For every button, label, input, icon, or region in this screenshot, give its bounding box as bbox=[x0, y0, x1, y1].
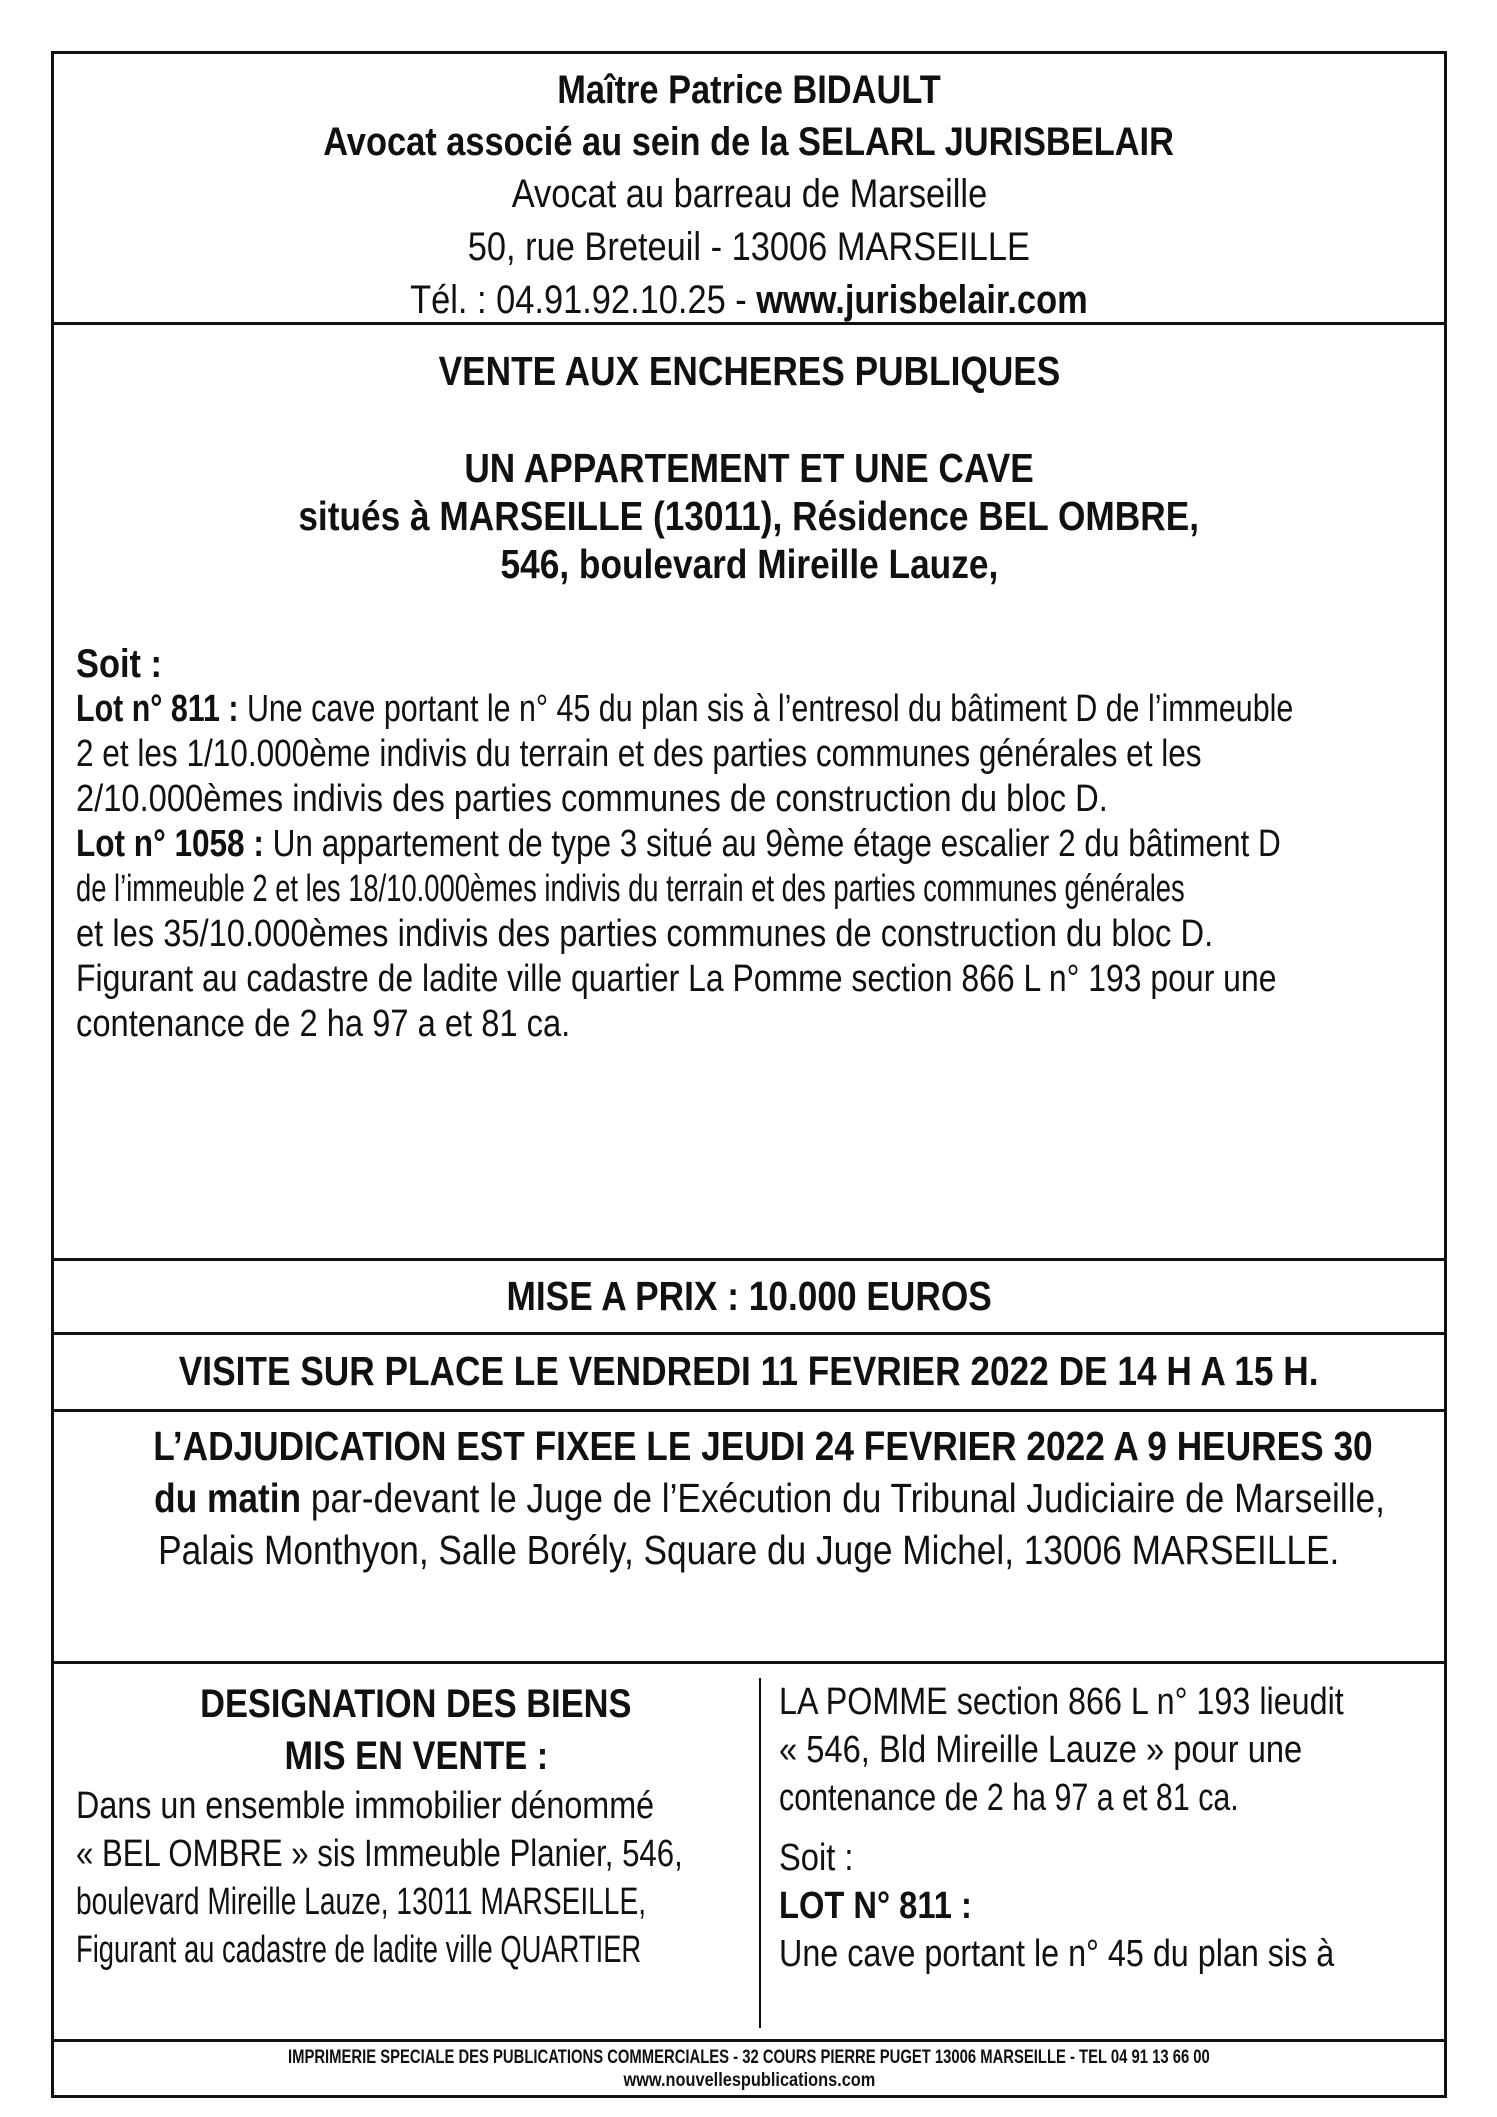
cadastre-line-1: Figurant au cadastre de ladite ville quartier La Pomme section 866 L n° 193 pour une bbox=[76, 958, 1277, 1000]
lot-1058-line-1: Lot n° 1058 : Un appartement de type 3 situé au 9ème étage escalier 2 du bâtiment D bbox=[76, 823, 1281, 865]
adjudication-line-2: du matin par-devant le Juge de l’Exécution du Tribunal Judiciaire de Marseille, bbox=[154, 1475, 1385, 1521]
lot-1058-line-3: et les 35/10.000èmes indivis des parties communes de construction du bloc D. bbox=[76, 913, 1214, 955]
lawyer-firm: Avocat associé au sein de la SELARL JURISBELAIR bbox=[323, 120, 1175, 164]
lawyer-bar: Avocat au barreau de Marseille bbox=[511, 172, 987, 216]
object-line-3: 546, boulevard Mireille Lauze, bbox=[500, 541, 998, 587]
right-line-1: LA POMME section 866 L n° 193 lieudit bbox=[779, 1681, 1344, 1723]
price-text: MISE A PRIX : 10.000 EUROS bbox=[506, 1273, 992, 1319]
printer-footer bbox=[54, 2042, 1444, 2097]
lawyer-contact bbox=[410, 274, 1088, 327]
right-soit: Soit : bbox=[779, 1837, 854, 1879]
lawyer-header bbox=[54, 54, 1444, 322]
visit-info bbox=[54, 1335, 1444, 1409]
left-line-1: Dans un ensemble immobilier dénommé bbox=[76, 1785, 655, 1827]
left-line-4: Figurant au cadastre de ladite ville QUARTIER bbox=[76, 1929, 642, 1971]
lawyer-phone: Tél. : 04.91.92.10.25 - bbox=[410, 278, 747, 322]
lot-811-line-2: 2 et les 1/10.000ème indivis du terrain et des parties communes générales et les bbox=[76, 733, 1202, 775]
designation-title-1: DESIGNATION DES BIENS bbox=[200, 1682, 632, 1726]
object-line-1: UN APPARTEMENT ET UNE CAVE bbox=[464, 445, 1034, 491]
designation-title-2: MIS EN VENTE : bbox=[284, 1734, 548, 1778]
lots-paragraph bbox=[76, 642, 1422, 1047]
sale-title: VENTE AUX ENCHERES PUBLIQUES bbox=[438, 348, 1060, 394]
designation-right-column bbox=[779, 1664, 1429, 1978]
right-lot-label: LOT N° 811 : bbox=[779, 1885, 972, 1927]
lawyer-website-link[interactable]: www.jurisbelair.com bbox=[756, 278, 1088, 322]
lot-811-label: Lot n° 811 : bbox=[76, 688, 239, 730]
column-divider bbox=[759, 1678, 761, 2028]
cadastre-line-2: contenance de 2 ha 97 a et 81 ca. bbox=[76, 1003, 571, 1045]
object-line-2: situés à MARSEILLE (13011), Résidence BEL OMBRE, bbox=[298, 493, 1200, 539]
soit-label: Soit : bbox=[76, 642, 162, 686]
adjudication-line-3: Palais Monthyon, Salle Borély, Square du Juge Michel, 13006 MARSEILLE. bbox=[158, 1527, 1340, 1573]
left-line-2: « BEL OMBRE » sis Immeuble Planier, 546, bbox=[76, 1833, 683, 1875]
lot-1058-label: Lot n° 1058 : bbox=[76, 823, 264, 865]
visit-text: VISITE SUR PLACE LE VENDREDI 11 FEVRIER 2022 DE 14 H A 15 H. bbox=[179, 1348, 1319, 1394]
lot-1058-line-2: de l’immeuble 2 et les 18/10.000èmes indivis du terrain et des parties communes générales bbox=[76, 868, 1185, 910]
lawyer-name: Maître Patrice BIDAULT bbox=[557, 68, 941, 112]
right-line-4: Une cave portant le n° 45 du plan sis à bbox=[779, 1933, 1335, 1975]
starting-price bbox=[54, 1261, 1444, 1332]
designation-left-column bbox=[76, 1664, 756, 1974]
lawyer-address: 50, rue Breteuil - 13006 MARSEILLE bbox=[467, 225, 1031, 269]
adjudication-info bbox=[54, 1412, 1444, 1662]
left-line-3: boulevard Mireille Lauze, 13011 MARSEILLE, bbox=[76, 1881, 647, 1923]
adjudication-line-1: L’ADJUDICATION EST FIXEE LE JEUDI 24 FEVRIER 2022 A 9 HEURES 30 bbox=[153, 1423, 1373, 1469]
lot-811-line-1: Lot n° 811 : Une cave portant le n° 45 du plan sis à l’entresol du bâtiment D de l’immeuble bbox=[76, 688, 1294, 730]
designation-columns bbox=[54, 1664, 1444, 2039]
printer-website-link[interactable]: www.nouvellespublications.com bbox=[623, 2070, 875, 2091]
legal-notice-frame bbox=[51, 51, 1447, 2098]
sale-description bbox=[54, 325, 1444, 1260]
lot-811-line-3: 2/10.000èmes indivis des parties communes de construction du bloc D. bbox=[76, 778, 1108, 820]
right-line-2: « 546, Bld Mireille Lauze » pour une bbox=[779, 1729, 1303, 1771]
right-line-3: contenance de 2 ha 97 a et 81 ca. bbox=[779, 1777, 1239, 1819]
printer-line: IMPRIMERIE SPECIALE DES PUBLICATIONS COMMERCIALES - 32 COURS PIERRE PUGET 13006 MARSEILLE - TEL 04 91 13 66 00 bbox=[288, 2047, 1210, 2068]
